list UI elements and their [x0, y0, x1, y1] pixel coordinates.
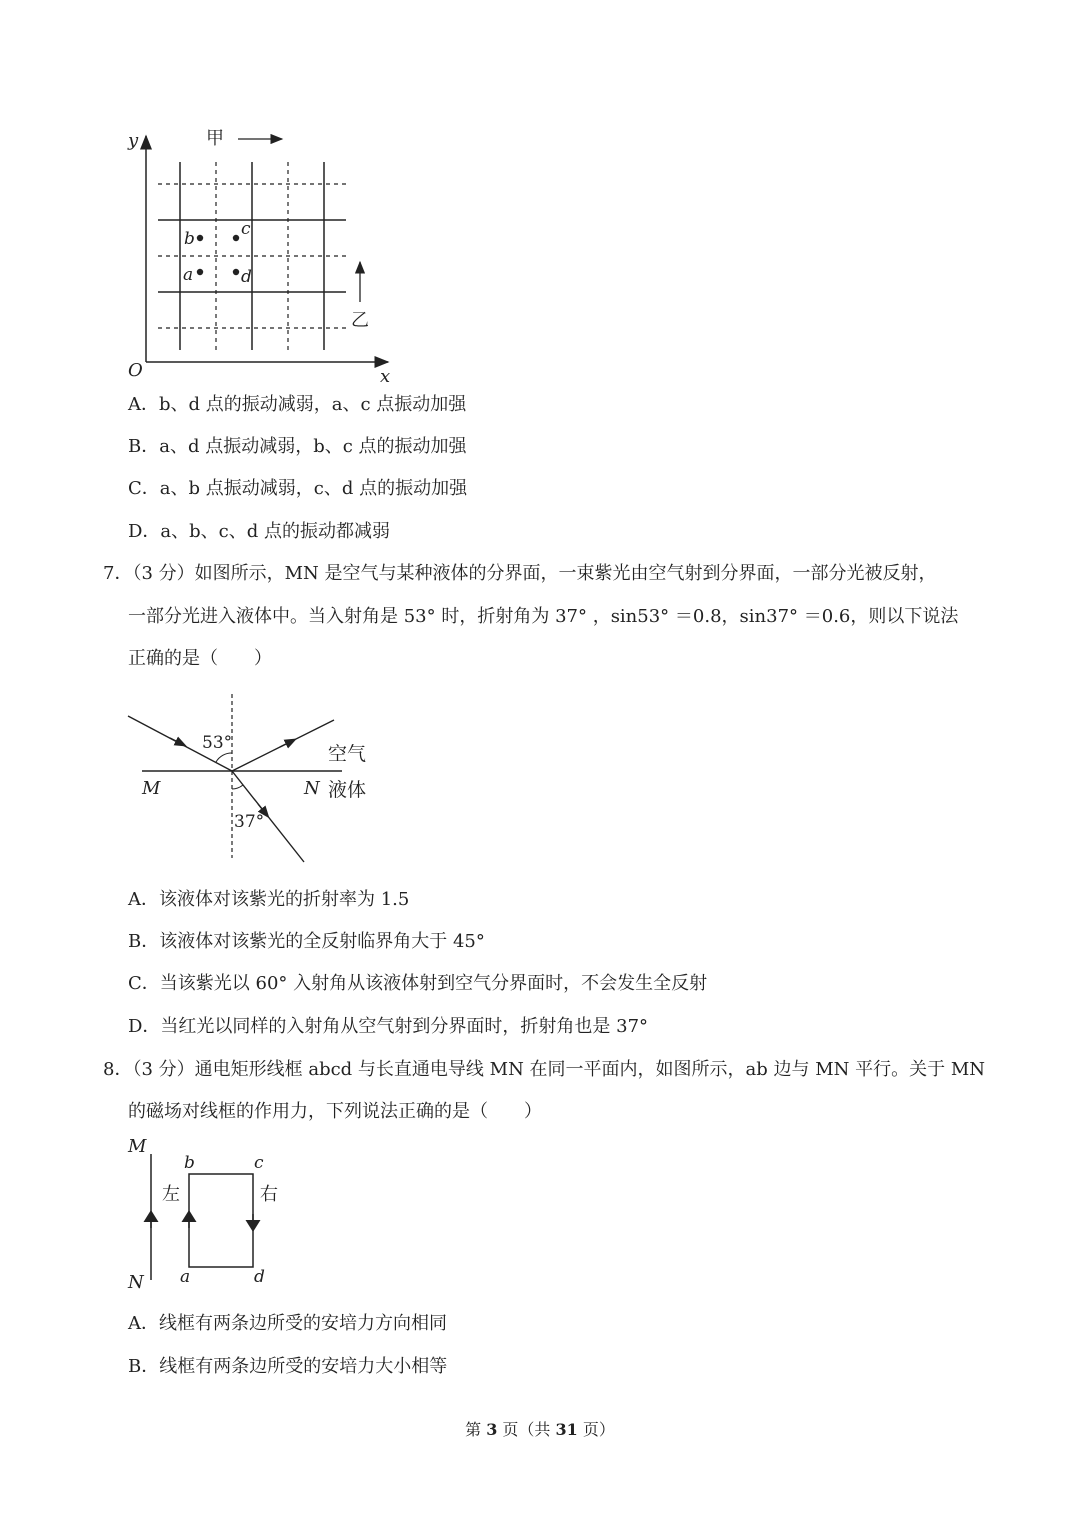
page-total: 31 — [555, 1420, 578, 1439]
side-right-label: 右 — [260, 1184, 278, 1205]
q7-stem-line-2: 一部分光进入液体中。当入射角是 53° 时，折射角为 37° ，sin53° ＝0.8，sin37° ＝0.6，则以下说法 — [128, 606, 959, 627]
loop-abcd — [189, 1174, 253, 1267]
point-d-label: d — [241, 267, 252, 287]
q7-option-a: A．该液体对该紫光的折射率为 1.5 — [128, 889, 410, 910]
refracted-angle-label: 37° — [234, 812, 265, 832]
footer-pre: 第 — [465, 1420, 487, 1439]
wave-yi-label: 乙 — [351, 310, 369, 331]
page-number: 3 — [486, 1420, 498, 1439]
q6-option-c: C．a、b 点振动减弱，c、d 点的振动加强 — [128, 478, 468, 499]
wire-label-m: M — [128, 1136, 147, 1157]
q8-stem-line-2: 的磁场对线框的作用力，下列说法正确的是（ ） — [128, 1101, 542, 1122]
point-d — [233, 269, 239, 275]
label-m: M — [142, 778, 161, 799]
reflected-arrow — [280, 741, 292, 747]
label-n: N — [304, 778, 320, 799]
point-b-label: b — [184, 229, 195, 249]
q7-stem-line-1: 7．（3 分）如图所示，MN 是空气与某种液体的分界面，一束紫光由空气射到分界面，一部分光被反射， — [103, 563, 937, 584]
x-axis-label: x — [380, 366, 391, 387]
interference-figure — [120, 120, 410, 390]
medium-liquid-label: 液体 — [328, 779, 367, 801]
loop-label-c: c — [254, 1153, 264, 1173]
origin-label: O — [128, 360, 143, 381]
q6-option-d: D．a、b、c、d 点的振动都减弱 — [128, 521, 391, 542]
side-left-label: 左 — [162, 1184, 180, 1205]
footer-mid: 页（共 — [497, 1420, 556, 1439]
q8-option-a: A．线框有两条边所受的安培力方向相同 — [128, 1313, 447, 1334]
q6-option-a: A．b、d 点的振动减弱，a、c 点振动加强 — [128, 394, 467, 415]
medium-air-label: 空气 — [328, 743, 367, 765]
incident-angle-arc — [216, 753, 232, 762]
refracted-angle-arc — [232, 785, 243, 789]
footer-post: 页） — [577, 1420, 615, 1439]
point-b — [197, 235, 203, 241]
point-c — [233, 235, 239, 241]
incident-arrow — [170, 738, 182, 744]
loop-label-b: b — [184, 1153, 195, 1173]
q7-option-c: C．当该紫光以 60° 入射角从该液体射到空气分界面时，不会发生全反射 — [128, 973, 708, 994]
loop-label-d: d — [254, 1267, 265, 1287]
q8-option-b: B．线框有两条边所受的安培力大小相等 — [128, 1356, 448, 1377]
point-c-label: c — [241, 219, 251, 239]
point-a — [197, 269, 203, 275]
q7-option-d: D．当红光以同样的入射角从空气射到分界面时，折射角也是 37° — [128, 1016, 649, 1037]
y-axis-label: y — [128, 130, 139, 151]
refraction-figure — [120, 690, 390, 870]
incident-angle-label: 53° — [202, 733, 233, 753]
point-a-label: a — [183, 265, 194, 285]
page-footer — [0, 1417, 1080, 1440]
q7-stem-line-3: 正确的是（ ） — [128, 648, 272, 669]
wave-jia-label: 甲 — [206, 128, 224, 149]
q7-option-b: B．该液体对该紫光的全反射临界角大于 45° — [128, 931, 485, 952]
wire-label-n: N — [128, 1272, 144, 1293]
q8-stem-line-1: 8．（3 分）通电矩形线框 abcd 与长直通电导线 MN 在同一平面内，如图所示，ab 边与 MN 平行。关于 MN — [103, 1059, 986, 1080]
loop-label-a: a — [180, 1267, 191, 1287]
q6-option-b: B．a、d 点振动减弱，b、c 点的振动加强 — [128, 436, 467, 457]
wire-loop-figure — [120, 1132, 310, 1296]
